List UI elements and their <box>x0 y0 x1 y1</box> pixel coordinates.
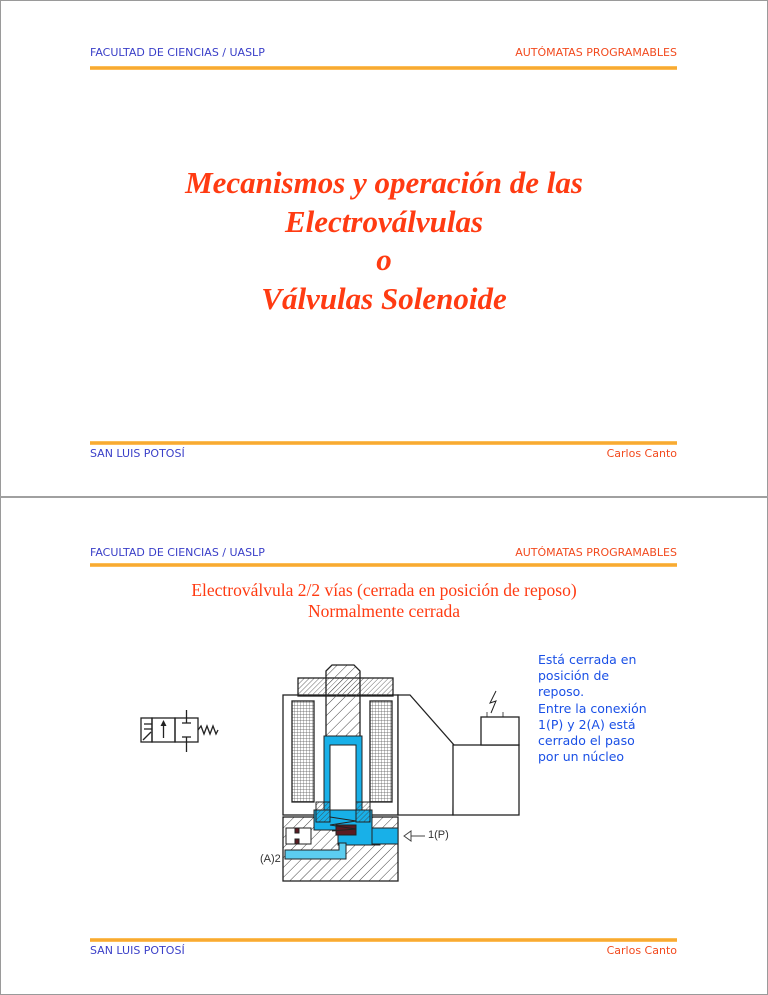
header-institution: FACULTAD DE CIENCIAS / UASLP <box>90 546 265 559</box>
note-line: posición de <box>538 668 610 684</box>
header-course: AUTÓMATAS PROGRAMABLES <box>515 546 677 559</box>
note-line: por un núcleo <box>538 749 625 765</box>
footer-location: SAN LUIS POTOSÍ <box>90 447 185 460</box>
header-rule <box>90 66 677 70</box>
header-course: AUTÓMATAS PROGRAMABLES <box>515 46 677 59</box>
note-line: Entre la conexión <box>538 700 647 716</box>
note-line: cerrado el paso <box>538 733 635 749</box>
note-line: 1(P) y 2(A) está <box>538 716 636 732</box>
title-line: Normalmente cerrada <box>307 601 461 621</box>
port-label-work: (A)2 <box>260 853 281 865</box>
title-line: o <box>376 242 392 277</box>
footer-author: Carlos Canto <box>606 944 677 957</box>
port-label-pressure: 1(P) <box>428 829 449 841</box>
note-line: reposo. <box>538 684 585 700</box>
explanation-note <box>538 652 688 765</box>
title-line: Válvulas Solenoide <box>261 280 507 316</box>
footer-author: Carlos Canto <box>606 447 677 460</box>
header-institution: FACULTAD DE CIENCIAS / UASLP <box>90 46 265 59</box>
footer-rule <box>90 441 677 445</box>
slide-title <box>0 580 768 622</box>
title-line: Electroválvula 2/2 vías (cerrada en posición de reposo) <box>191 580 577 600</box>
solenoid-valve-diagram <box>258 645 528 885</box>
footer-location: SAN LUIS POTOSÍ <box>90 944 185 957</box>
header-rule <box>90 563 677 567</box>
title-line: Electroválvulas <box>284 203 484 239</box>
title-line: Mecanismos y operación de las <box>185 165 583 200</box>
valve-2-2-symbol-icon <box>140 708 235 756</box>
footer-rule <box>90 938 677 942</box>
note-line: Está cerrada en <box>538 652 637 667</box>
slide-title <box>0 164 768 318</box>
